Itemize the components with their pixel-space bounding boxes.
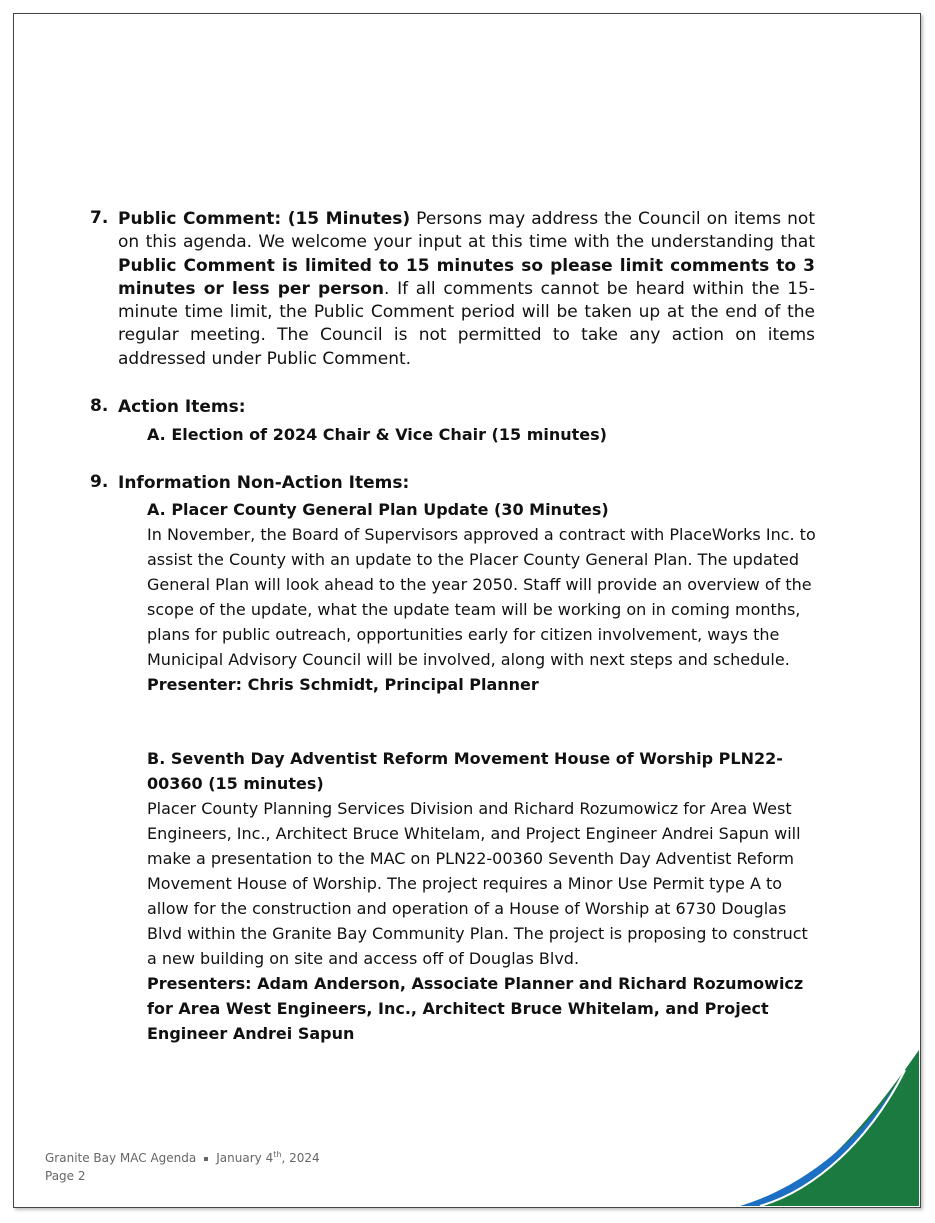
- agenda-item-8: [90, 396, 815, 419]
- sub-presenter: Presenter: Chris Schmidt, Principal Planner: [147, 675, 539, 694]
- item-9-sub-a: [147, 497, 817, 697]
- item-text: . If all comments cannot be heard within the 15-minute time limit, the Public Comment period will be taken up at the end of the regular meeting. The Council is not permitted to take any action on items addressed under Public Comment.: [118, 278, 815, 369]
- item-number: 9.: [90, 472, 109, 492]
- agenda-item-7: [90, 208, 815, 371]
- sub-body: In November, the Board of Supervisors approved a contract with PlaceWorks Inc. to assist the County with an update to the Placer County General Plan. The updated General Plan will look ahead to the year 2050. Staff will provide an overview of the scope of the update, what the update team will be working on in coming months, plans for public outreach, opportunities early for citizen involvement, ways the Municipal Advisory Council will be involved, along with next steps and schedule.: [147, 525, 816, 669]
- item-9-sub-b: [147, 746, 817, 1046]
- item-title: Information Non-Action Items:: [118, 473, 410, 493]
- item-number: 8.: [90, 396, 109, 416]
- item-7-body: [118, 208, 815, 371]
- footer-page-number: Page 2: [45, 1169, 86, 1183]
- item-title: Public Comment: (15 Minutes): [118, 209, 411, 229]
- item-text: Persons may address the Council on items not on this agenda. We welcome your input at this time with the understanding that: [118, 209, 815, 253]
- bullet-separator-icon: [204, 1157, 208, 1161]
- item-8-sub-a: A. Election of 2024 Chair & Vice Chair (15 minutes): [147, 425, 607, 444]
- item-bold-text: Public Comment is limited to 15 minutes so please limit comments to 3 minutes or less per person: [118, 255, 815, 299]
- sub-heading: B. Seventh Day Adventist Reform Movement House of Worship PLN22-00360 (15 minutes): [147, 749, 783, 793]
- footer-line-1: [45, 1146, 320, 1167]
- footer-date: January 4th, 2024: [216, 1150, 320, 1165]
- sub-presenter: Presenters: Adam Anderson, Associate Planner and Richard Rozumowicz for Area West Engineers, Inc., Architect Bruce Whitelam, and Project Engineer Andrei Sapun: [147, 974, 804, 1043]
- item-title: Action Items:: [118, 397, 246, 417]
- sub-body: Placer County Planning Services Division and Richard Rozumowicz for Area West Engineers, Inc., Architect Bruce Whitelam, and Project Engineer Andrei Sapun will make a presentation to the MAC on PLN22-00360 Seventh Day Adventist Reform Movement House of Worship. The project requires a Minor Use Permit type A to allow for the construction and operation of a House of Worship at 6730 Douglas Blvd within the Granite Bay Community Plan. The project is proposing to construct a new building on site and access off of Douglas Blvd.: [147, 799, 808, 968]
- footer-doc-title: Granite Bay MAC Agenda: [45, 1151, 197, 1165]
- page-footer: [45, 1146, 320, 1185]
- agenda-item-9: [90, 472, 815, 495]
- sub-heading: A. Placer County General Plan Update (30 Minutes): [147, 500, 609, 519]
- item-number: 7.: [90, 208, 109, 228]
